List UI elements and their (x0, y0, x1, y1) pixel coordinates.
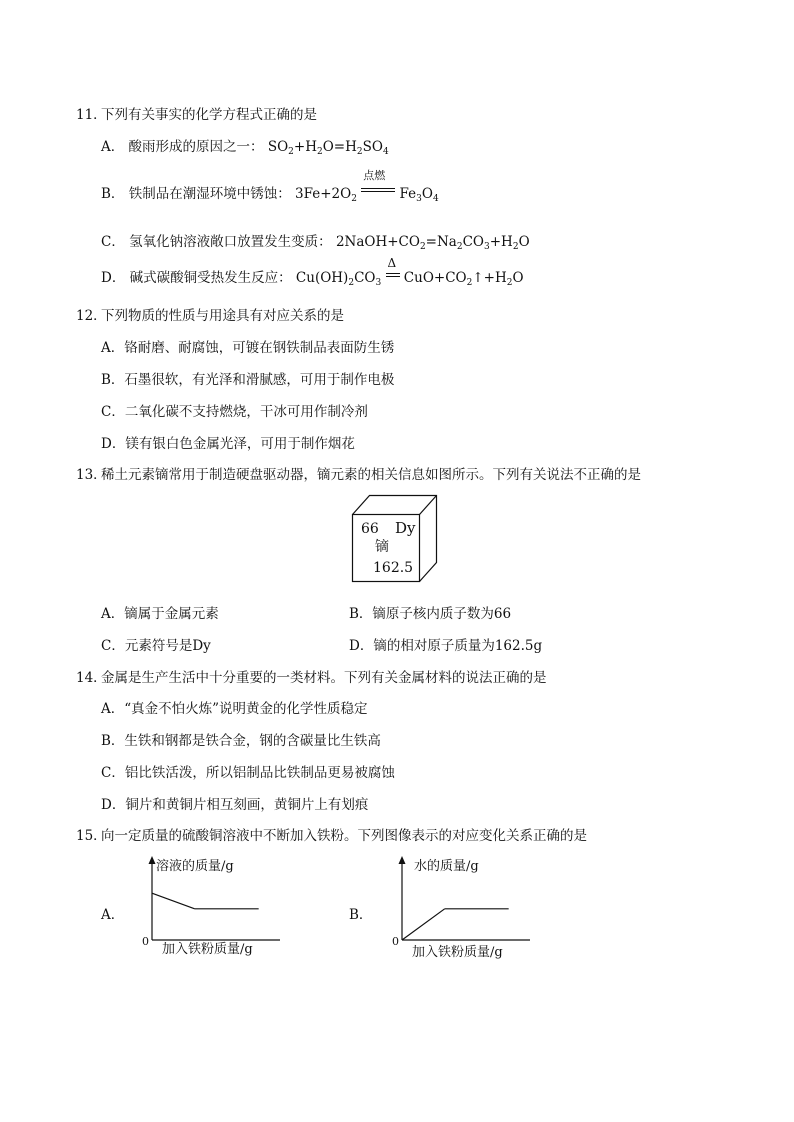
q15-option-b-label[interactable]: B． (349, 907, 373, 923)
q11-number: 11． (76, 107, 107, 123)
equation: $3Fe+2O_2$ 点燃 $Fe_3O_4$ (295, 169, 439, 204)
q13-number: 13． (76, 467, 107, 483)
q14-number: 14． (76, 670, 107, 686)
element-card-dysprosium (349, 492, 439, 584)
q11-stem: 下列有关事实的化学方程式正确的是 (101, 107, 317, 123)
y-axis-label: 溶液的质量/g (156, 859, 234, 874)
option-desc: 碱式碳酸铜受热发生反应： (129, 270, 292, 286)
q13-option-c[interactable]: C．元素符号是Dy (101, 638, 211, 654)
q15-stem: 向一定质量的硫酸铜溶液中不断加入铁粉。下列图像表示的对应变化关系正确的是 (101, 828, 587, 844)
series-line-segment (152, 893, 195, 909)
origin-label: 0 (142, 935, 149, 948)
q15-chart-a (138, 852, 288, 962)
atomic-mass: 162.5 (373, 560, 414, 576)
q15-option-a-label[interactable]: A． (101, 907, 125, 923)
option-label: D． (101, 270, 126, 286)
reaction-condition: Δ (387, 256, 397, 270)
equation: $SO_2+H_2O=H_2SO_4$ (267, 139, 389, 157)
y-axis-arrow (149, 856, 156, 864)
q11-option-b[interactable] (101, 169, 439, 204)
element-name: 镝 (375, 539, 389, 555)
x-axis-label: 加入铁粉质量/g (412, 945, 503, 960)
q14-stem: 金属是生产生活中十分重要的一类材料。下列有关金属材料的说法正确的是 (101, 670, 547, 686)
q14-option-d[interactable]: D．铜片和黄铜片相互刻画，黄铜片上有划痕 (101, 797, 369, 813)
x-axis-label: 加入铁粉质量/g (162, 942, 253, 957)
q13-option-a[interactable]: A．镝属于金属元素 (101, 606, 219, 622)
atomic-number: 66 (361, 521, 379, 537)
reaction-condition-arrow (386, 256, 400, 284)
q11-option-a[interactable] (101, 135, 389, 157)
option-desc: 铁制品在潮湿环境中锈蚀： (128, 186, 291, 202)
series-line-segment (402, 909, 445, 940)
q14-option-b[interactable]: B．生铁和钢都是铁合金，钢的含碳量比生铁高 (101, 733, 381, 749)
equation: $2NaOH+CO_2=Na_2CO_3+H_2O$ (335, 234, 530, 252)
q12-number: 12． (76, 308, 107, 324)
option-desc: 酸雨形成的原因之一： (128, 139, 264, 155)
q12-option-c[interactable]: C．二氧化碳不支持燃烧，干冰可用作制冷剂 (101, 404, 368, 420)
q12-option-b[interactable]: B．石墨很软，有光泽和滑腻感，可用于制作电极 (101, 372, 395, 388)
reaction-condition: 点燃 (363, 169, 386, 182)
option-label: B． (101, 186, 125, 202)
y-axis-arrow (399, 856, 406, 864)
q13-option-d[interactable]: D．镝的相对原子质量为162.5g (349, 638, 543, 654)
q14-option-a[interactable]: A．“真金不怕火炼”说明黄金的化学性质稳定 (101, 701, 368, 717)
element-symbol: Dy (395, 519, 416, 537)
q15-chart-b (388, 852, 538, 962)
reaction-condition-arrow (361, 169, 395, 200)
origin-label: 0 (392, 935, 399, 948)
option-label: A． (101, 139, 125, 155)
q15-number: 15． (76, 828, 107, 844)
q12-option-a[interactable]: A．铬耐磨、耐腐蚀，可镀在钢铁制品表面防生锈 (101, 340, 395, 356)
q12-option-d[interactable]: D．镁有银白色金属光泽，可用于制作烟花 (101, 436, 355, 452)
q12-stem: 下列物质的性质与用途具有对应关系的是 (101, 308, 344, 324)
option-desc: 氢氧化钠溶液敞口放置发生变质： (129, 234, 332, 250)
q14-option-c[interactable]: C．铝比铁活泼，所以铝制品比铁制品更易被腐蚀 (101, 765, 395, 781)
q11-option-d[interactable] (101, 256, 524, 288)
q11-option-c[interactable] (101, 230, 530, 252)
q13-stem: 稀土元素镝常用于制造硬盘驱动器，镝元素的相关信息如图所示。下列有关说法不正确的是 (101, 467, 641, 483)
q13-option-b[interactable]: B．镝原子核内质子数为66 (349, 606, 512, 622)
y-axis-label: 水的质量/g (414, 859, 479, 874)
equation: $Cu(OH)_2CO_3$ Δ $CuO+CO_2↑+H_2O$ (295, 256, 524, 288)
option-label: C． (101, 234, 125, 250)
